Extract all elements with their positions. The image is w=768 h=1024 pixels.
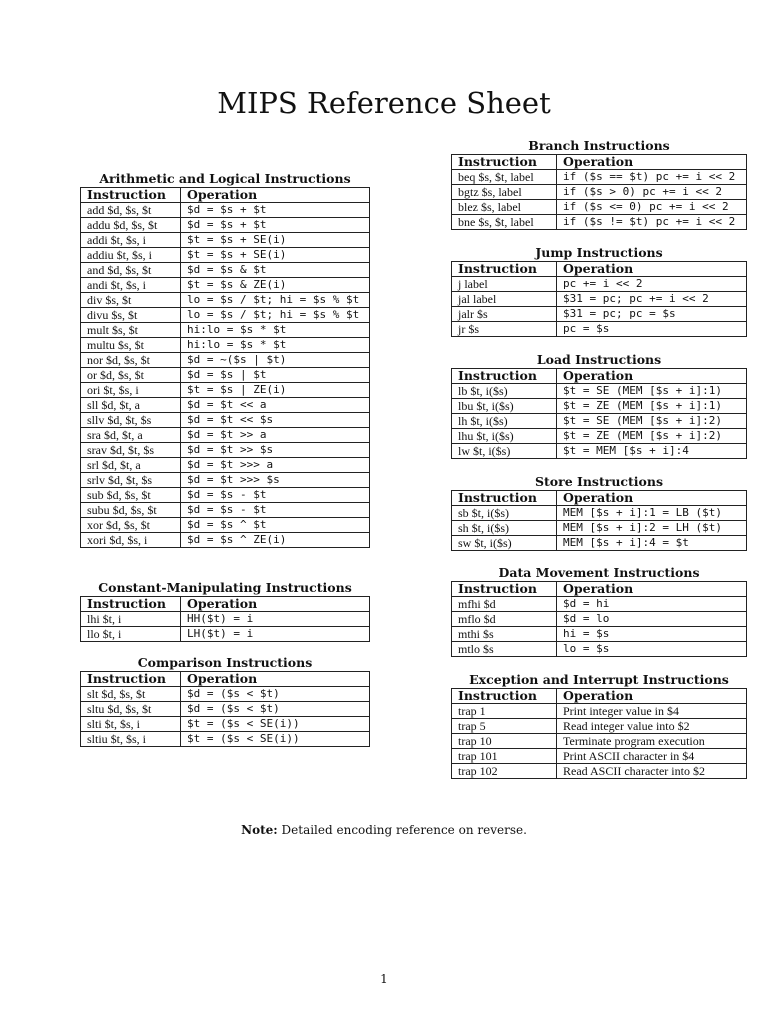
table-header-row (452, 262, 747, 277)
datamove-table (451, 581, 747, 657)
table-row (81, 353, 370, 368)
table-header-row (452, 582, 747, 597)
operation-cell: $d = $t >> a (181, 428, 370, 443)
operation-cell: $d = $s - $t (181, 488, 370, 503)
operation-cell: $t = ($s < SE(i)) (181, 717, 370, 732)
instruction-cell: mtlo $s (452, 642, 557, 657)
jump-table (451, 261, 747, 337)
operation-cell: pc = $s (557, 322, 747, 337)
table-row (81, 368, 370, 383)
table-row (452, 642, 747, 657)
operation-cell: $d = ($s < $t) (181, 702, 370, 717)
table-row (452, 521, 747, 536)
datamove-section (451, 565, 747, 657)
instruction-cell: ori $t, $s, i (81, 383, 181, 398)
instruction-cell: beq $s, $t, label (452, 170, 557, 185)
instruction-cell: subu $d, $s, $t (81, 503, 181, 518)
instruction-cell: llo $t, i (81, 627, 181, 642)
instruction-cell: blez $s, label (452, 200, 557, 215)
operation-cell: LH($t) = i (181, 627, 370, 642)
constant-section (80, 580, 370, 642)
operation-cell: $t = MEM [$s + i]:4 (557, 444, 747, 459)
operation-cell: if ($s != $t) pc += i << 2 (557, 215, 747, 230)
operation-cell: $t = $s | ZE(i) (181, 383, 370, 398)
table-row (452, 444, 747, 459)
operation-cell: $d = ($s < $t) (181, 687, 370, 702)
operation-header: Operation (557, 155, 747, 170)
exception-table (451, 688, 747, 779)
instruction-cell: trap 5 (452, 719, 557, 734)
instruction-cell: multu $s, $t (81, 338, 181, 353)
table-row (81, 293, 370, 308)
load-table (451, 368, 747, 459)
comparison-caption: Comparison Instructions (137, 655, 313, 670)
jump-caption: Jump Instructions (535, 245, 663, 260)
table-row (452, 704, 747, 719)
comparison-table (80, 671, 370, 747)
operation-cell: $d = $s | $t (181, 368, 370, 383)
table-row (81, 323, 370, 338)
branch-table (451, 154, 747, 230)
table-header-row (81, 672, 370, 687)
instruction-cell: jal label (452, 292, 557, 307)
instruction-header: Instruction (452, 155, 557, 170)
operation-cell: MEM [$s + i]:2 = LH ($t) (557, 521, 747, 536)
operation-cell: lo = $s / $t; hi = $s % $t (181, 293, 370, 308)
instruction-cell: sb $t, i($s) (452, 506, 557, 521)
operation-cell: $t = ZE (MEM [$s + i]:2) (557, 429, 747, 444)
instruction-cell: sltiu $t, $s, i (81, 732, 181, 747)
table-row (81, 278, 370, 293)
table-row (452, 536, 747, 551)
jump-section (451, 245, 747, 337)
instruction-cell: sh $t, i($s) (452, 521, 557, 536)
instruction-cell: sub $d, $s, $t (81, 488, 181, 503)
instruction-cell: sw $t, i($s) (452, 536, 557, 551)
page-title: MIPS Reference Sheet (217, 86, 551, 120)
table-row (81, 338, 370, 353)
table-row (452, 429, 747, 444)
table-row (81, 717, 370, 732)
table-row (452, 719, 747, 734)
table-row (81, 612, 370, 627)
instruction-cell: lw $t, i($s) (452, 444, 557, 459)
instruction-cell: and $d, $s, $t (81, 263, 181, 278)
instruction-cell: bne $s, $t, label (452, 215, 557, 230)
constant-caption: Constant-Manipulating Instructions (98, 580, 352, 595)
table-row (81, 263, 370, 278)
branch-section (451, 138, 747, 230)
table-row (81, 203, 370, 218)
instruction-cell: sllv $d, $t, $s (81, 413, 181, 428)
load-section (451, 352, 747, 459)
table-row (81, 413, 370, 428)
instruction-cell: mult $s, $t (81, 323, 181, 338)
operation-cell: $d = $t >>> a (181, 458, 370, 473)
table-row (452, 414, 747, 429)
table-row (452, 734, 747, 749)
table-row (452, 277, 747, 292)
table-header-row (452, 491, 747, 506)
operation-cell: $d = $t << $s (181, 413, 370, 428)
operation-cell: Print integer value in $4 (557, 704, 747, 719)
instruction-cell: add $d, $s, $t (81, 203, 181, 218)
operation-cell: if ($s > 0) pc += i << 2 (557, 185, 747, 200)
operation-cell: $d = $t >> $s (181, 443, 370, 458)
arith-table (80, 187, 370, 548)
table-row (452, 384, 747, 399)
table-row (452, 307, 747, 322)
store-caption: Store Instructions (534, 474, 664, 489)
instruction-cell: jr $s (452, 322, 557, 337)
operation-cell: lo = $s / $t; hi = $s % $t (181, 308, 370, 323)
table-row (452, 185, 747, 200)
instruction-cell: div $s, $t (81, 293, 181, 308)
arith-caption: Arithmetic and Logical Instructions (99, 171, 351, 186)
note-label: Note: (241, 823, 278, 837)
table-row (81, 687, 370, 702)
table-row (452, 597, 747, 612)
table-row (81, 218, 370, 233)
instruction-cell: addi $t, $s, i (81, 233, 181, 248)
operation-cell: if ($s <= 0) pc += i << 2 (557, 200, 747, 215)
note (0, 823, 768, 837)
instruction-cell: lbu $t, i($s) (452, 399, 557, 414)
instruction-cell: trap 1 (452, 704, 557, 719)
operation-header: Operation (557, 369, 747, 384)
operation-header: Operation (181, 597, 370, 612)
table-row (452, 612, 747, 627)
table-row (81, 473, 370, 488)
instruction-cell: nor $d, $s, $t (81, 353, 181, 368)
operation-cell: $t = ($s < SE(i)) (181, 732, 370, 747)
operation-header: Operation (181, 672, 370, 687)
instruction-header: Instruction (452, 582, 557, 597)
table-row (81, 443, 370, 458)
operation-cell: $t = $s + SE(i) (181, 233, 370, 248)
operation-cell: $t = $s & ZE(i) (181, 278, 370, 293)
table-row (452, 215, 747, 230)
instruction-header: Instruction (452, 369, 557, 384)
instruction-cell: trap 102 (452, 764, 557, 779)
operation-cell: $d = $t << a (181, 398, 370, 413)
table-header-row (81, 597, 370, 612)
table-row (452, 749, 747, 764)
operation-cell: $t = SE (MEM [$s + i]:2) (557, 414, 747, 429)
operation-cell: $d = ~($s | $t) (181, 353, 370, 368)
operation-cell: $d = $s + $t (181, 218, 370, 233)
instruction-cell: addiu $t, $s, i (81, 248, 181, 263)
instruction-cell: bgtz $s, label (452, 185, 557, 200)
table-header-row (452, 689, 747, 704)
operation-header: Operation (557, 491, 747, 506)
instruction-cell: sll $d, $t, a (81, 398, 181, 413)
instruction-header: Instruction (452, 491, 557, 506)
table-row (81, 458, 370, 473)
table-row (81, 503, 370, 518)
operation-cell: MEM [$s + i]:4 = $t (557, 536, 747, 551)
instruction-cell: or $d, $s, $t (81, 368, 181, 383)
table-row (81, 518, 370, 533)
table-row (81, 627, 370, 642)
table-row (452, 200, 747, 215)
table-header-row (81, 188, 370, 203)
instruction-cell: mflo $d (452, 612, 557, 627)
table-row (81, 732, 370, 747)
exception-caption: Exception and Interrupt Instructions (469, 672, 729, 687)
instruction-cell: sra $d, $t, a (81, 428, 181, 443)
table-row (81, 702, 370, 717)
operation-cell: if ($s == $t) pc += i << 2 (557, 170, 747, 185)
table-row (81, 398, 370, 413)
instruction-cell: lhi $t, i (81, 612, 181, 627)
table-row (81, 533, 370, 548)
operation-cell: pc += i << 2 (557, 277, 747, 292)
table-row (452, 292, 747, 307)
branch-caption: Branch Instructions (528, 138, 670, 153)
operation-header: Operation (181, 188, 370, 203)
table-row (452, 399, 747, 414)
instruction-cell: lh $t, i($s) (452, 414, 557, 429)
operation-header: Operation (557, 262, 747, 277)
operation-cell: hi = $s (557, 627, 747, 642)
operation-cell: $t = $s + SE(i) (181, 248, 370, 263)
operation-cell: $31 = pc; pc = $s (557, 307, 747, 322)
note-text: Detailed encoding reference on reverse. (277, 823, 527, 837)
operation-cell: $31 = pc; pc += i << 2 (557, 292, 747, 307)
table-header-row (452, 369, 747, 384)
instruction-cell: divu $s, $t (81, 308, 181, 323)
operation-cell: hi:lo = $s * $t (181, 323, 370, 338)
instruction-cell: sltu $d, $s, $t (81, 702, 181, 717)
table-row (81, 488, 370, 503)
comparison-section (80, 655, 370, 747)
instruction-cell: srav $d, $t, $s (81, 443, 181, 458)
instruction-cell: xori $d, $s, i (81, 533, 181, 548)
table-row (452, 627, 747, 642)
instruction-header: Instruction (452, 262, 557, 277)
operation-cell: Read ASCII character into $2 (557, 764, 747, 779)
operation-cell: $d = $t >>> $s (181, 473, 370, 488)
instruction-header: Instruction (452, 689, 557, 704)
table-row (81, 308, 370, 323)
operation-cell: hi:lo = $s * $t (181, 338, 370, 353)
table-row (452, 506, 747, 521)
operation-cell: $d = $s ^ $t (181, 518, 370, 533)
operation-cell: Print ASCII character in $4 (557, 749, 747, 764)
operation-cell: $d = lo (557, 612, 747, 627)
instruction-header: Instruction (81, 188, 181, 203)
operation-header: Operation (557, 582, 747, 597)
store-table (451, 490, 747, 551)
operation-cell: HH($t) = i (181, 612, 370, 627)
instruction-cell: trap 101 (452, 749, 557, 764)
table-row (452, 322, 747, 337)
instruction-cell: lhu $t, i($s) (452, 429, 557, 444)
operation-cell: MEM [$s + i]:1 = LB ($t) (557, 506, 747, 521)
instruction-header: Instruction (81, 597, 181, 612)
operation-cell: Terminate program execution (557, 734, 747, 749)
arith-section (80, 171, 370, 548)
table-row (81, 248, 370, 263)
constant-table (80, 596, 370, 642)
load-caption: Load Instructions (536, 352, 662, 367)
instruction-cell: mthi $s (452, 627, 557, 642)
operation-cell: Read integer value into $2 (557, 719, 747, 734)
operation-cell: $d = $s + $t (181, 203, 370, 218)
instruction-cell: trap 10 (452, 734, 557, 749)
instruction-cell: jalr $s (452, 307, 557, 322)
instruction-cell: lb $t, i($s) (452, 384, 557, 399)
instruction-cell: srlv $d, $t, $s (81, 473, 181, 488)
instruction-cell: addu $d, $s, $t (81, 218, 181, 233)
operation-cell: $d = $s & $t (181, 263, 370, 278)
operation-header: Operation (557, 689, 747, 704)
operation-cell: $t = ZE (MEM [$s + i]:1) (557, 399, 747, 414)
operation-cell: $t = SE (MEM [$s + i]:1) (557, 384, 747, 399)
store-section (451, 474, 747, 551)
table-row (81, 233, 370, 248)
operation-cell: $d = $s ^ ZE(i) (181, 533, 370, 548)
instruction-cell: j label (452, 277, 557, 292)
operation-cell: $d = hi (557, 597, 747, 612)
operation-cell: $d = $s - $t (181, 503, 370, 518)
table-row (452, 170, 747, 185)
instruction-cell: slti $t, $s, i (81, 717, 181, 732)
page-number: 1 (380, 972, 388, 986)
instruction-cell: mfhi $d (452, 597, 557, 612)
instruction-cell: slt $d, $s, $t (81, 687, 181, 702)
table-row (81, 428, 370, 443)
instruction-cell: srl $d, $t, a (81, 458, 181, 473)
instruction-cell: xor $d, $s, $t (81, 518, 181, 533)
exception-section (451, 672, 747, 779)
table-row (452, 764, 747, 779)
instruction-header: Instruction (81, 672, 181, 687)
datamove-caption: Data Movement Instructions (498, 565, 700, 580)
table-header-row (452, 155, 747, 170)
instruction-cell: andi $t, $s, i (81, 278, 181, 293)
table-row (81, 383, 370, 398)
operation-cell: lo = $s (557, 642, 747, 657)
